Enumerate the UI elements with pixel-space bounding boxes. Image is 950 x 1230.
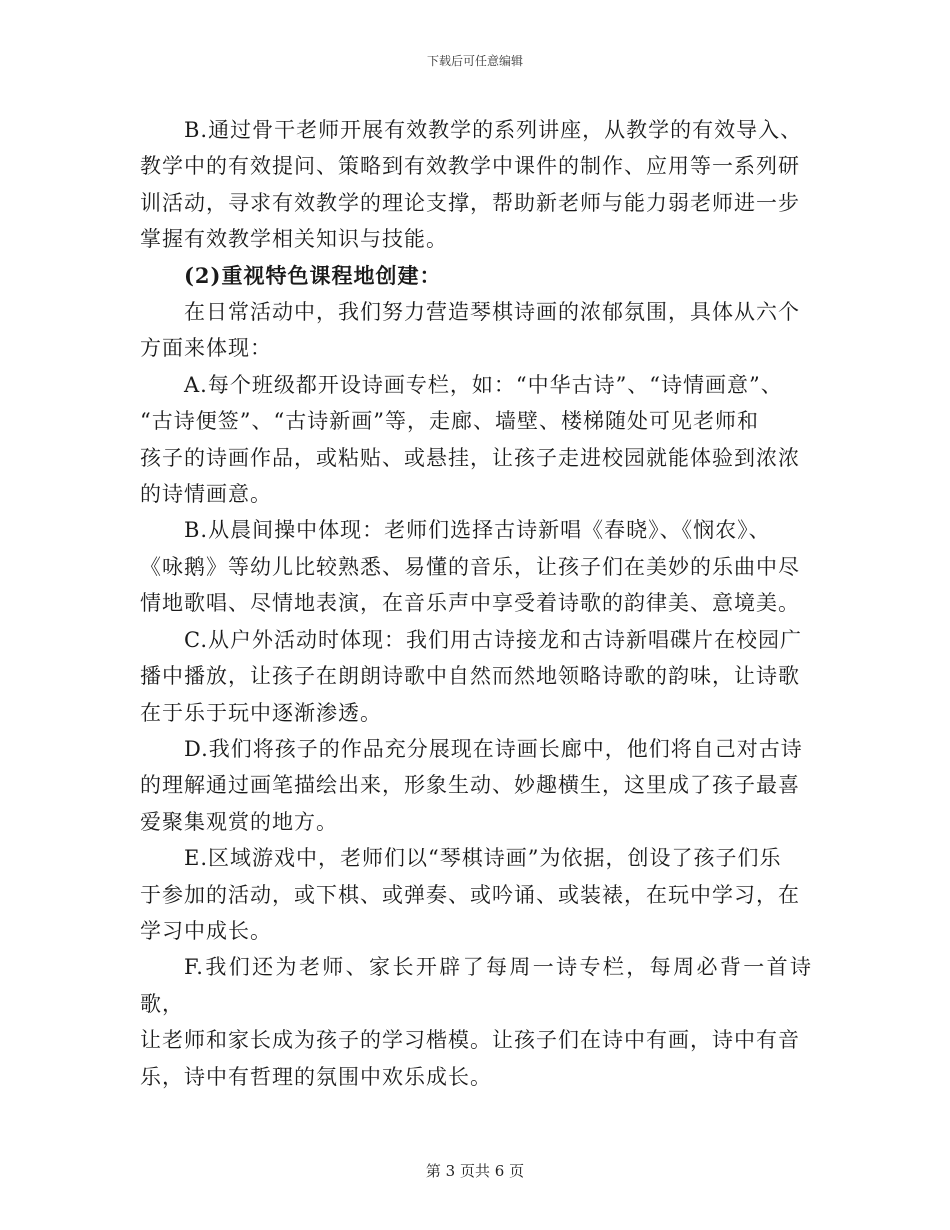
paragraph-a-poetry-columns: A.每个班级都开设诗画专栏，如：“中华古诗”、“诗情画意”、 “古诗便签”、“古诗新画”等，走廊、墙壁、楼梯随处可见老师和 孩子的诗画作品，或粘贴、或悬挂，让孩子走进校园就能体验到浓浓 的诗情画意。 — [140, 372, 800, 507]
paragraph-c-outdoor-activities: C.从户外活动时体现：我们用古诗接龙和古诗新唱碟片在校园广 播中播放，让孩子在朗朗诗歌中自然而然地领略诗歌的韵味，让诗歌 在于乐于玩中逐渐渗透。 — [140, 627, 802, 725]
paragraph-b-morning-exercise: B.从晨间操中体现：老师们选择古诗新唱《春晓》、《悯农》、 《咏鹅》等幼儿比较熟悉、易懂的音乐，让孩子们在美妙的乐曲中尽 情地歌唱、尽情地表演，在音乐声中享受着诗歌的韵律美、意境美。 — [140, 518, 800, 616]
paragraph-f-weekly-poem: F.我们还为老师、家长开辟了每周一诗专栏，每周必背一首诗歌， 让老师和家长成为孩子的学习楷模。让孩子们在诗中有画，诗中有音 乐，诗中有哲理的氛围中欢乐成长。 — [140, 955, 812, 1089]
section-heading-special-courses: (2)重视特色课程地创建： — [184, 262, 442, 288]
page-header: 下载后可任意编辑 — [426, 54, 523, 68]
page-number-footer: 第 3 页共 6 页 — [425, 1162, 525, 1180]
paragraph-e-area-games: E.区域游戏中，老师们以“琴棋诗画”为依据，创设了孩子们乐 于参加的活动，或下棋、或弹奏、或吟诵、或装裱，在玩中学习，在 学习中成长。 — [140, 846, 800, 943]
document-body — [140, 112, 812, 1095]
paragraph-d-poetry-corridor: D.我们将孩子的作品充分展现在诗画长廊中，他们将自己对古诗 的理解通过画笔描绘出来，形象生动、妙趣横生，这里成了孩子最喜 爱聚集观赏的地方。 — [140, 736, 803, 834]
paragraph-intro-atmosphere: 在日常活动中，我们努力营造琴棋诗画的浓郁氛围，具体从六个 方面来体现： — [140, 300, 800, 361]
paragraph-b-lectures: B.通过骨干老师开展有效教学的系列讲座，从教学的有效导入、 教学中的有效提问、策略到有效教学中课件的制作、应用等一系列研 训活动，寻求有效教学的理论支撑，帮助新老师与能力弱老师进一步 掌握有效教学相关知识与技能。 — [140, 118, 803, 252]
